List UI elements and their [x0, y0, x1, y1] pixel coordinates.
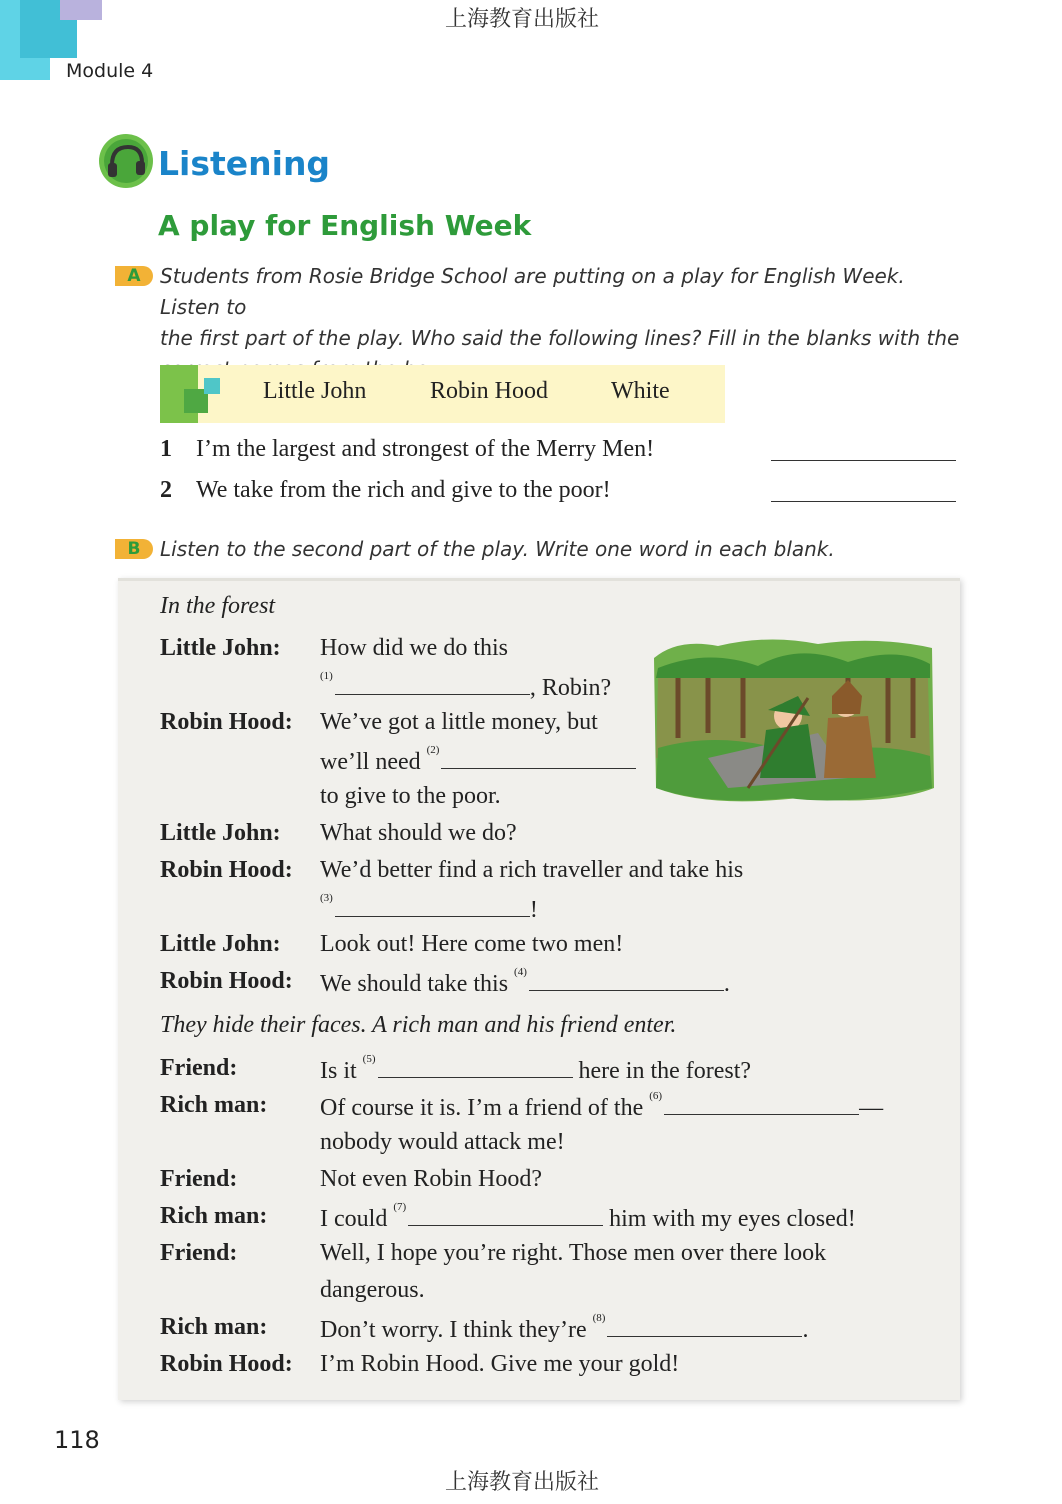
dialogue-line: How did we do this: [320, 635, 508, 661]
part-a-instruction: Students from Rosie Bridge School are putting on a play for English Week. Listen to the first part of the play. Who said the following lines? Fill in the blanks with the: [160, 264, 960, 350]
dialogue-line: Well, I hope you’re right. Those men over there look: [320, 1240, 827, 1266]
dialogue-line: Of course it is. I’m a friend of the $^{(6)}$ —: [320, 1090, 884, 1121]
section-subtitle: A play for English Week: [158, 209, 532, 242]
speaker-rich-man: Rich man:: [160, 1203, 268, 1229]
dialogue-line: dangerous.: [320, 1277, 425, 1303]
section-title: Listening: [158, 144, 331, 183]
dialogue-line: I’m Robin Hood. Give me your gold!: [320, 1351, 680, 1377]
dialogue-line: I could $^{(7)}$ him with my eyes closed!: [320, 1201, 856, 1232]
headphones-icon: [98, 133, 154, 189]
speaker-rich-man: Rich man:: [160, 1314, 268, 1340]
speaker-robin-hood: Robin Hood:: [160, 857, 293, 883]
dialogue-line: we’ll need $^{(2)}$: [320, 746, 636, 776]
question-text: I’m the largest and strongest of the Merry Men!: [196, 436, 655, 462]
part-b-instruction: Listen to the second part of the play. Write one word in each blank.: [160, 537, 835, 561]
header-publisher: 上海教育出版社: [445, 7, 600, 32]
question-text: We take from the rich and give to the poor!: [196, 477, 611, 503]
blank-7[interactable]: [408, 1203, 603, 1226]
dialogue-line: We should take this $^{(4)}$ .: [320, 966, 730, 997]
blank-4[interactable]: [529, 968, 724, 991]
footer-publisher: 上海教育出版社: [445, 1470, 600, 1495]
stage-direction: They hide their faces. A rich man and his friend enter.: [160, 1012, 677, 1038]
dialogue-line: Is it $^{(5)}$ here in the forest?: [320, 1053, 752, 1084]
question-number: 1: [160, 436, 172, 462]
speaker-robin-hood: Robin Hood:: [160, 1351, 293, 1377]
dialogue-line: Look out! Here come two men!: [320, 931, 624, 957]
dialogue-line: We’d better find a rich traveller and take his: [320, 857, 744, 883]
speaker-friend: Friend:: [160, 1240, 238, 1266]
speaker-friend: Friend:: [160, 1166, 238, 1192]
box-item-little-john: Little John: [263, 378, 367, 404]
blank-3[interactable]: [335, 894, 530, 917]
box-item-white: White: [611, 378, 670, 404]
blank-8[interactable]: [607, 1314, 802, 1337]
blank-1[interactable]: [335, 672, 530, 695]
dialogue-line: $^{(3)}$ !: [320, 892, 538, 923]
dialogue-line: What should we do?: [320, 820, 517, 846]
part-a-badge: A: [115, 266, 153, 286]
speaker-little-john: Little John:: [160, 635, 281, 661]
speaker-friend: Friend:: [160, 1055, 238, 1081]
question-number: 2: [160, 477, 172, 503]
speaker-robin-hood: Robin Hood:: [160, 968, 293, 994]
box-item-robin-hood: Robin Hood: [430, 378, 549, 404]
dialogue-line: Don’t worry. I think they’re $^{(8)}$ .: [320, 1312, 809, 1343]
speaker-robin-hood: Robin Hood:: [160, 709, 293, 735]
speaker-little-john: Little John:: [160, 820, 281, 846]
scene-heading: In the forest: [160, 593, 276, 619]
box-deco-teal: [204, 378, 220, 394]
dialogue-line: We’ve got a little money, but: [320, 709, 598, 735]
corner-square-lilac: [60, 0, 102, 20]
blank-6[interactable]: [664, 1092, 859, 1115]
blank-5[interactable]: [378, 1055, 573, 1078]
dialogue-line: to give to the poor.: [320, 783, 501, 809]
answer-blank[interactable]: [771, 460, 956, 461]
speaker-rich-man: Rich man:: [160, 1092, 268, 1118]
page-number: 118: [54, 1426, 100, 1454]
module-label: Module 4: [66, 60, 154, 82]
speaker-little-john: Little John:: [160, 931, 281, 957]
blank-2[interactable]: [441, 746, 636, 769]
dialogue-line: nobody would attack me!: [320, 1129, 565, 1155]
robin-hood-illustration: [648, 638, 936, 806]
dialogue-line: $^{(1)}$ , Robin?: [320, 670, 612, 701]
dialogue-line: Not even Robin Hood?: [320, 1166, 542, 1192]
answer-blank[interactable]: [771, 501, 956, 502]
part-b-badge: B: [115, 539, 153, 559]
